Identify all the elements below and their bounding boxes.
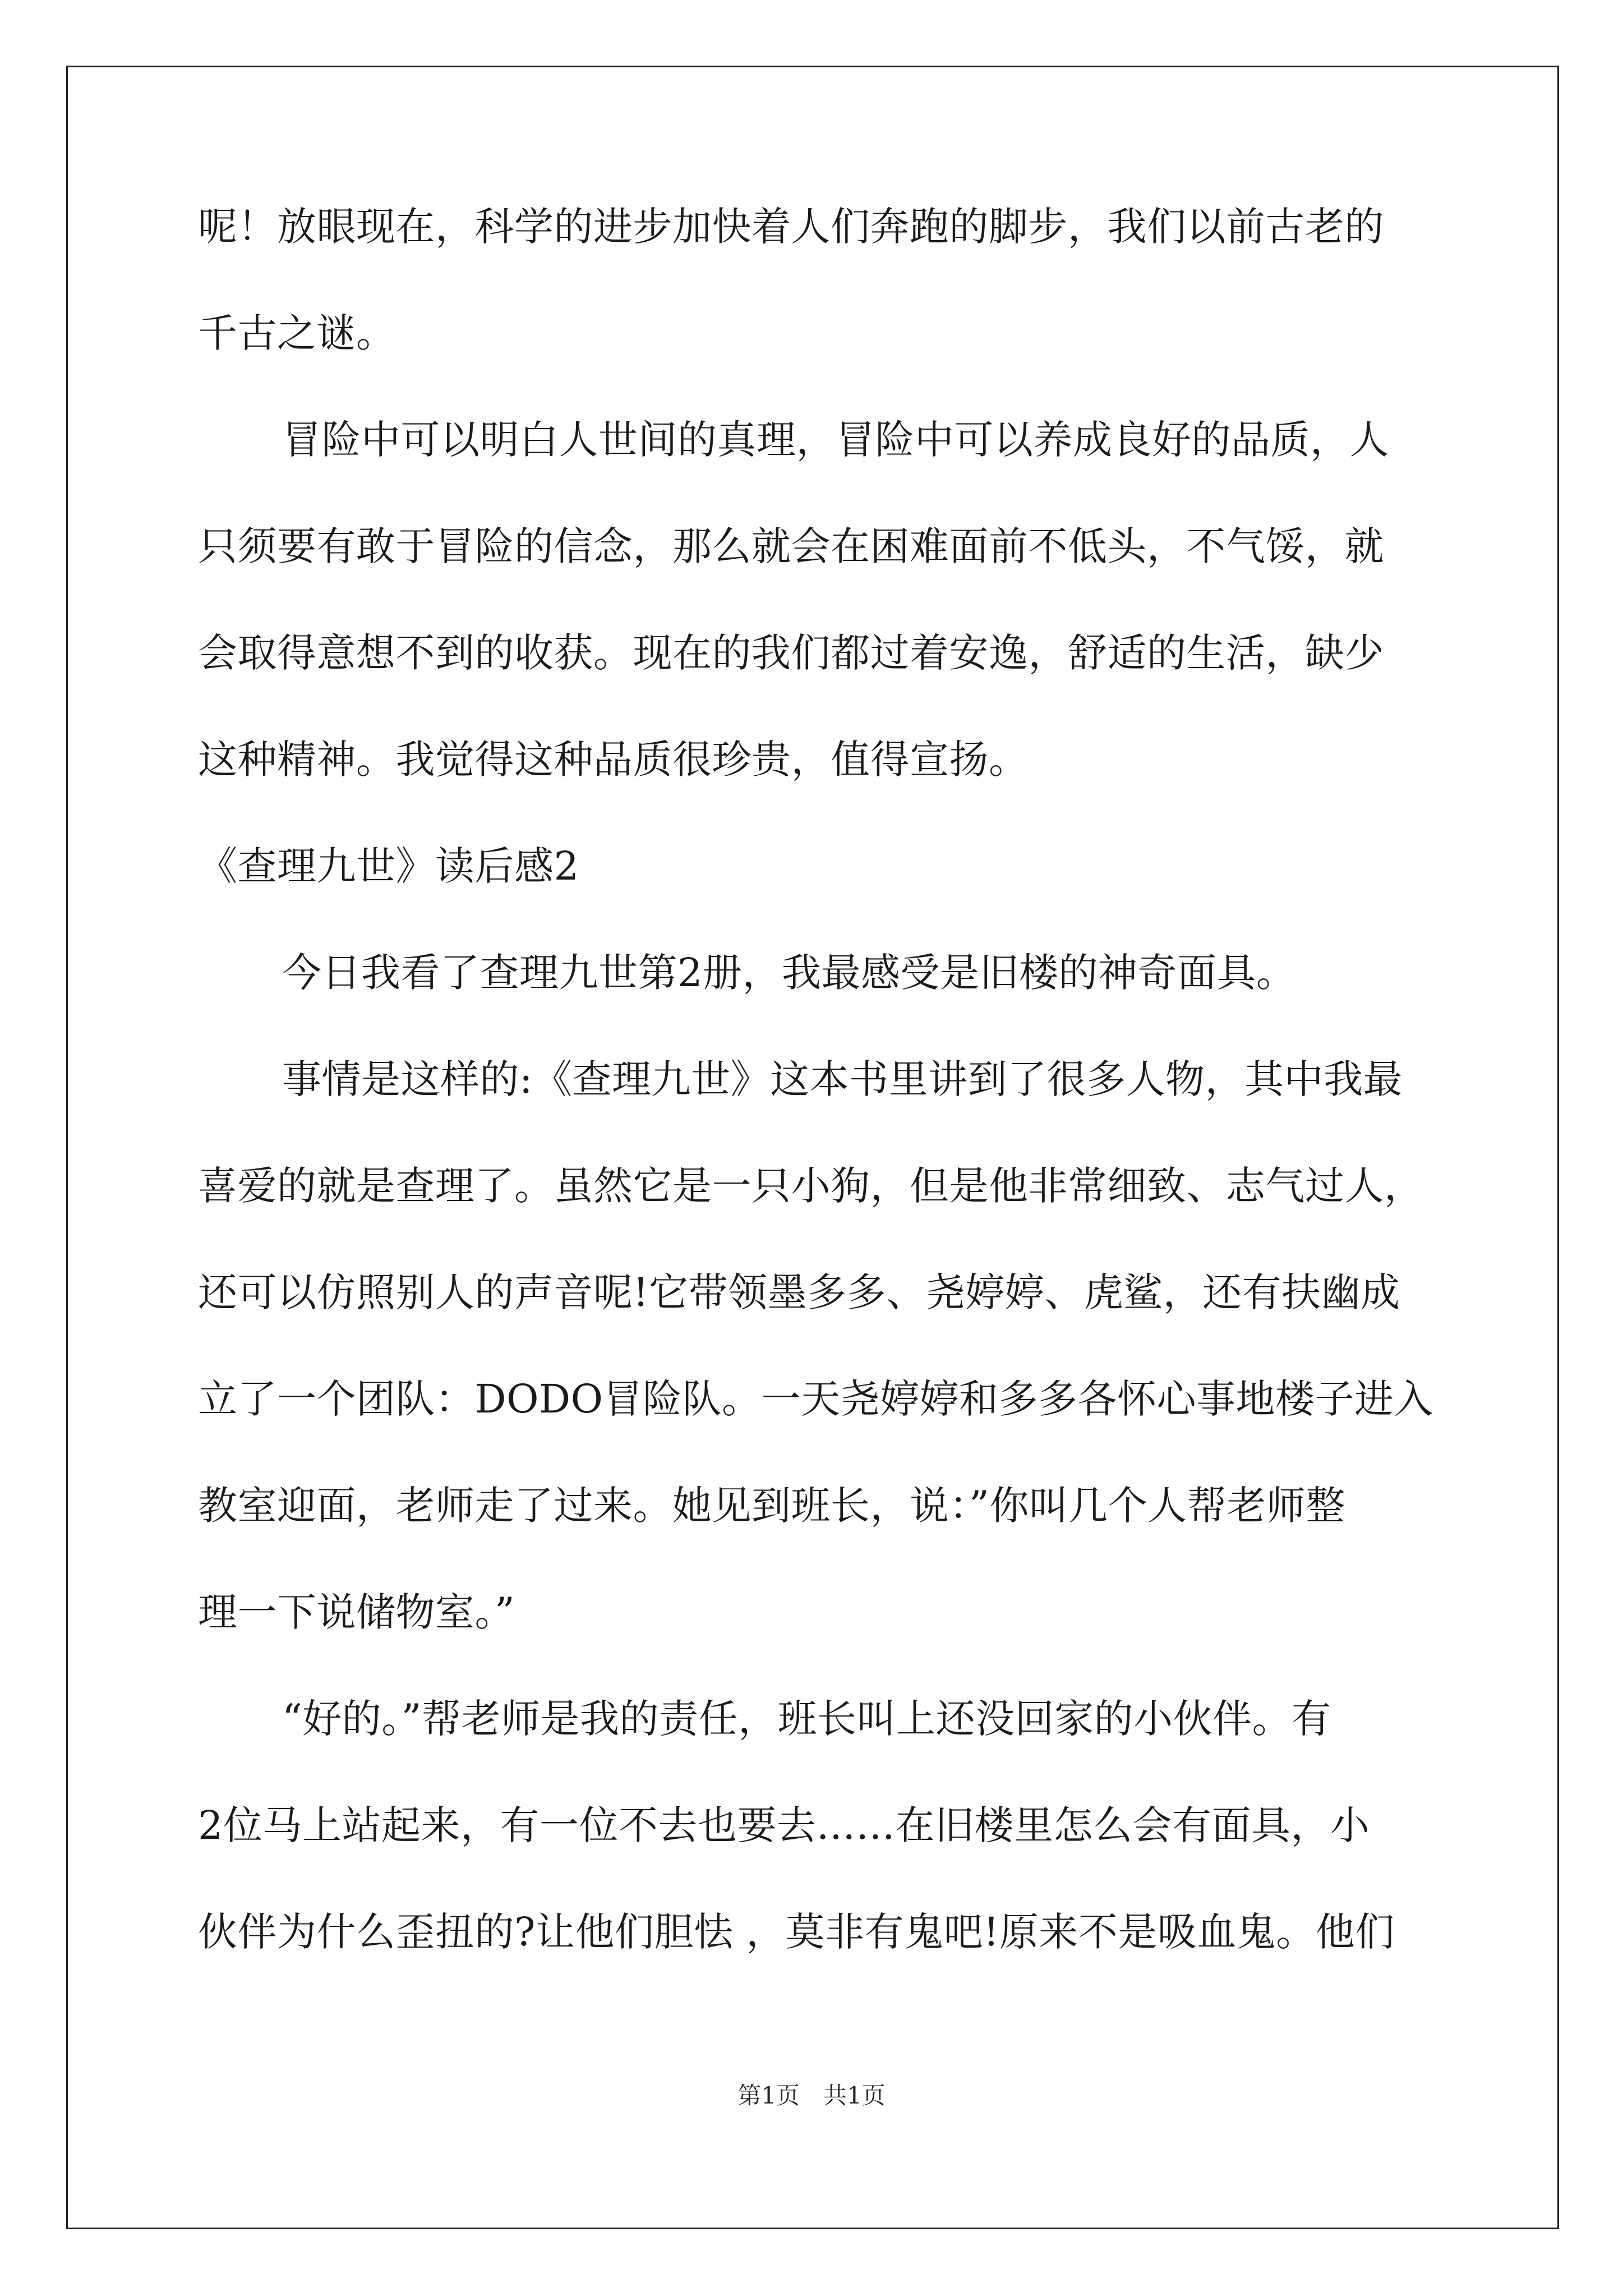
text-line: 还可以仿照别人的声音呢!它带领墨多多、尧婷婷、虎鲨，还有扶幽成 [198,1269,1400,1315]
text-line: 教室迎面，老师走了过来。她见到班长，说：”你叫几个人帮老师整 [198,1483,1345,1529]
text-line: 会取得意想不到的收获。现在的我们都过着安逸，舒适的生活，缺少 [198,630,1384,676]
text-line: 2位马上站起来，有一位不去也要去……在旧楼里怎么会有面具，小 [198,1802,1370,1848]
text-line: 这种精神。我觉得这种品质很珍贵，值得宣扬。 [198,737,1029,783]
text-line: 只须要有敢于冒险的信念，那么就会在困难面前不低头，不气馁，就 [198,523,1384,569]
page-number-footer: 第1页 共1页 [737,2082,886,2109]
section-heading: 《查理九世》读后感2 [198,843,579,889]
text-line: 呢！放眼现在，科学的进步加快着人们奔跑的脚步，我们以前古老的 [198,204,1384,250]
text-line: 今日我看了查理九世第2册，我最感受是旧楼的神奇面具。 [282,950,1296,996]
text-line: 喜爱的就是查理了。虽然它是一只小狗，但是他非常细致、志气过人， [198,1163,1424,1209]
text-line: 伙伴为什么歪扭的?让他们胆怯 ，莫非有鬼吧!原来不是吸血鬼。他们 [198,1909,1395,1955]
document-body [198,204,1434,1955]
text-line: 事情是这样的:《查理九世》这本书里讲到了很多人物，其中我最 [282,1056,1403,1102]
text-line: 立了一个团队：DODO冒险队。一天尧婷婷和多多各怀心事地楼子进入 [198,1376,1434,1422]
text-line: 冒险中可以明白人世间的真理，冒险中可以养成良好的品质，人 [282,417,1389,463]
text-line: 理一下说储物室。” [198,1589,515,1635]
text-line: 千古之谜。 [198,310,396,356]
text-line: “好的。”帮老师是我的责任，班长叫上还没回家的小伙伴。有 [282,1696,1331,1742]
